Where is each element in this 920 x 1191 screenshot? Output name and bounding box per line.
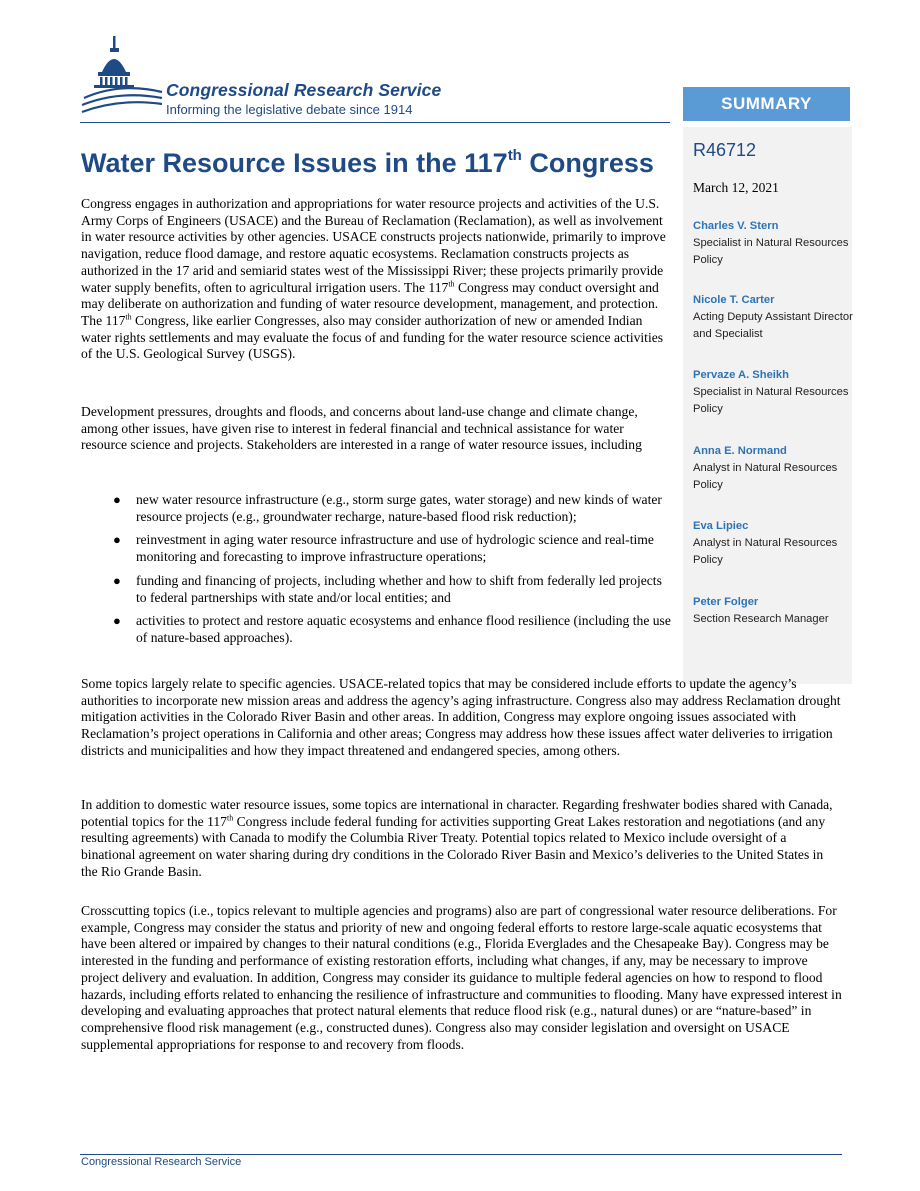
author-role: Specialist in Natural Resources Policy: [693, 386, 849, 415]
report-number: R46712: [693, 140, 757, 160]
org-name: Congressional Research Service: [166, 80, 442, 100]
author-name: Pervaze A. Sheikh: [693, 369, 789, 381]
author-block: [693, 594, 853, 628]
header-divider: [80, 122, 670, 123]
author-role: Specialist in Natural Resources Policy: [693, 237, 849, 266]
author-name: Nicole T. Carter: [693, 294, 775, 306]
page-title: Water Resource Issues in the 117th Congress: [81, 147, 654, 178]
author-name: Eva Lipiec: [693, 520, 749, 532]
bullet-icon: ●: [113, 492, 121, 507]
issue-list: [81, 492, 673, 654]
summary-paragraph: Some topics largely relate to specific agencies. USACE-related topics that may be considered include efforts to update the agency’s authorities to incorporate new mission areas and address the agency’s aging infrastructure. Congress also may address Reclamation drought mitigation activities in the Colorado River Basin and other areas. In addition, Congress may explore ongoing issues associated with Reclamation’s project operations in California and other areas; Congress may address how these issues affect water deliveries to irrigation districts and municipalities and how they impact threatened and endangered species, among others.: [81, 676, 841, 758]
author-role: Analyst in Natural Resources Policy: [693, 462, 838, 491]
summary-paragraph: Congress engages in authorization and appropriations for water resource projects and activities of the U.S. Army Corps of Engineers (USACE) and the Bureau of Reclamation (Reclamation), as well as involvement in water resource activities by other agencies. USACE constructs projects nationwide, primarily to improve navigation, reduce flood damage, and restore aquatic ecosystems. Reclamation constructs projects as authorized in the 17 arid and semiarid states west of the Mississippi River; these projects primarily provide water supply benefits, often to agricultural irrigation users. The 117th Congress may conduct oversight and may deliberate on authorization and funding of water resource development, management, and protection. The 117th Congress, like earlier Congresses, also may consider authorization of new or amended Indian water rights settlements and may evaluate the focus of and funding for the water resource science activities of the U.S. Geological Survey (USGS).: [81, 196, 666, 362]
author-block: [693, 367, 853, 418]
bullet-icon: ●: [113, 572, 121, 588]
summary-paragraph: Crosscutting topics (i.e., topics relevant to multiple agencies and programs) also are part of congressional water resource deliberations. For example, Congress may consider the status and priority of new and ongoing federal efforts to restore large-scale aquatic ecosystems that have been altered or impaired by changes to their natural conditions (e.g., Florida Everglades and the Chesapeake Bay). Congress may be interested in the funding and performance of existing restoration efforts, including what changes, if any, may be necessary to improve project delivery and evaluation. In addition, Congress may consider its guidance to multiple federal agencies on how to respond to flood hazards, including efforts related to enhancing the resilience of infrastructure and communities to flooding. Many have expressed interest in developing and evaluating approaches that protect natural elements that reduce flood risk (e.g., natural dunes) or are “nature-based” in comprehensive flood risk management (e.g., constructed dunes). Congress also may consider legislation and oversight on USACE supplemental appropriations for response to and recovery from floods.: [81, 903, 842, 1052]
report-date: March 12, 2021: [693, 180, 779, 195]
footer-text: Congressional Research Service: [81, 1156, 242, 1168]
org-tagline: Informing the legislative debate since 1914: [166, 102, 413, 117]
list-item: ● new water resource infrastructure (e.g., storm surge gates, water storage) and new kinds of water resource projects (e.g., groundwater recharge, nature-based flood risk reduction);: [113, 492, 662, 524]
author-role: Acting Deputy Assistant Director and Specialist: [693, 311, 853, 340]
list-item: ● funding and financing of projects, including whether and how to shift from federally led projects to federal partnerships with state and/or local entities; and: [113, 572, 662, 605]
footer-divider: [80, 1154, 842, 1155]
bullet-icon: ●: [113, 532, 121, 548]
bullet-icon: ●: [113, 613, 121, 629]
summary-paragraph: In addition to domestic water resource issues, some topics are international in character. Regarding freshwater bodies shared with Canada, potential topics for the 117th Congress include federal funding for activities supporting Great Lakes restoration and negotiations (and any resulting agreements) with Canada to modify the Columbia River Treaty. Potential topics related to Mexico include oversight of a binational agreement on water sharing during dry conditions in the Colorado River Basin and Mexico’s deliveries to the United States in the Rio Grande Basin.: [81, 797, 833, 879]
author-block: [693, 218, 853, 269]
summary-heading: SUMMARY: [683, 87, 850, 121]
author-name: Peter Folger: [693, 596, 759, 608]
author-name: Charles V. Stern: [693, 220, 779, 232]
capitol-dome-logo-icon: [80, 34, 164, 120]
author-name: Anna E. Normand: [693, 445, 787, 457]
author-block: [693, 518, 853, 569]
list-item: ● activities to protect and restore aquatic ecosystems and enhance flood resilience (including the use of nature-based approaches).: [113, 613, 671, 645]
author-role: Analyst in Natural Resources Policy: [693, 537, 838, 566]
list-item: ● reinvestment in aging water resource infrastructure and use of hydrologic science and real-time monitoring and forecasting to improve infrastructure operations;: [113, 532, 654, 565]
author-block: [693, 292, 853, 343]
author-block: [693, 443, 853, 494]
summary-paragraph: Development pressures, droughts and floods, and concerns about land-use change and climate change, among other issues, have given rise to interest in federal financial and technical assistance for water resource science and projects. Stakeholders are interested in a range of water resource issues, including: [81, 404, 642, 453]
author-role: Section Research Manager: [693, 613, 829, 625]
